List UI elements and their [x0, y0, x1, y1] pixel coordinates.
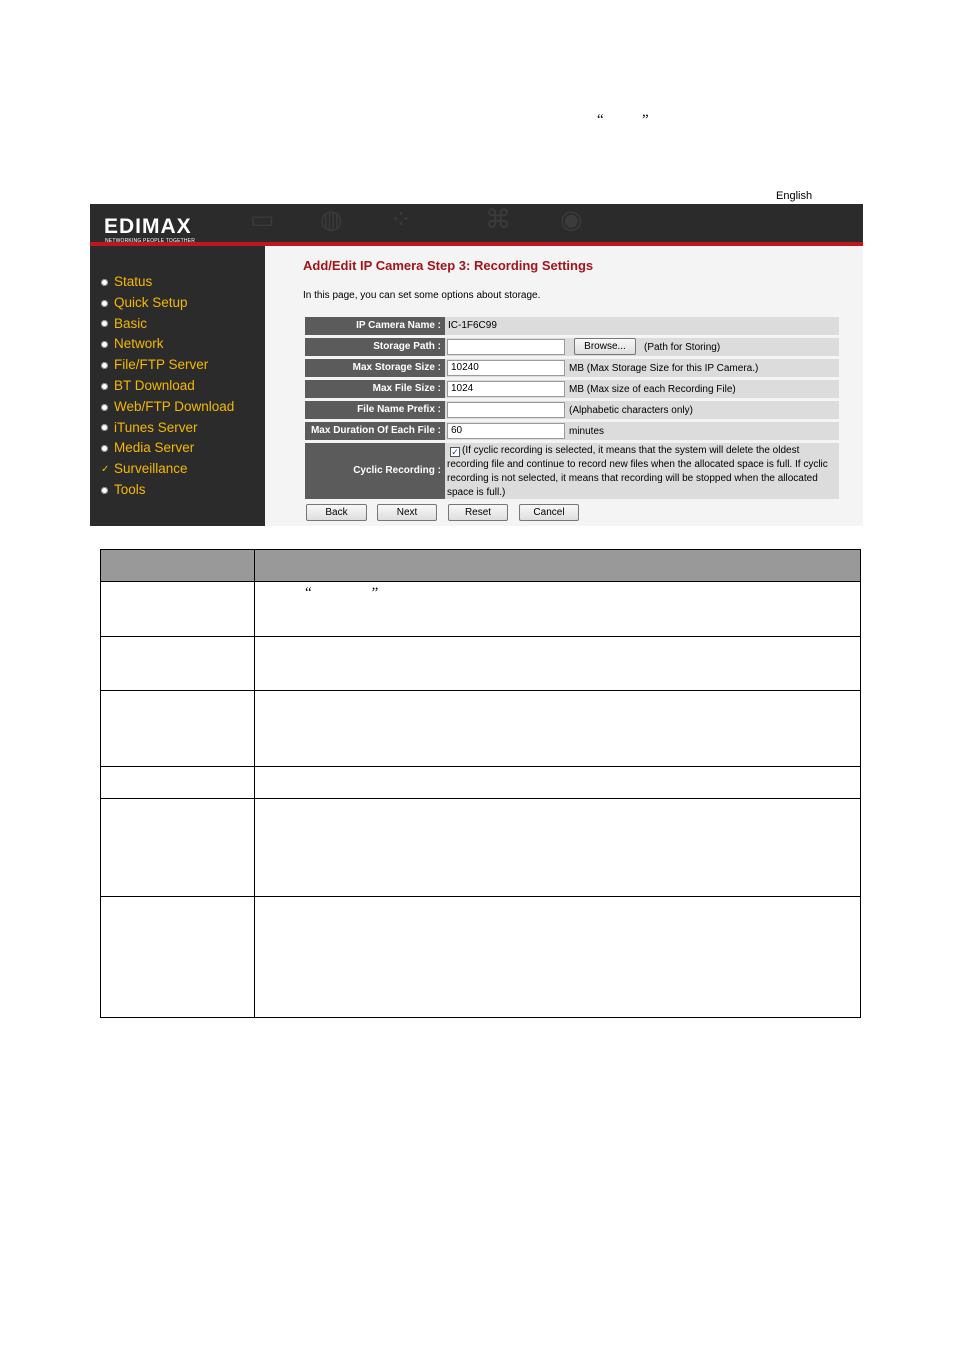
cyclic-line-4: space is full.)	[447, 487, 506, 498]
table-cell	[255, 799, 861, 897]
table-cell	[255, 691, 861, 767]
header-cell-description	[255, 550, 861, 582]
max-storage-row	[305, 359, 839, 377]
bullet-icon	[101, 362, 108, 369]
edimax-logo: EDIMAX	[104, 215, 192, 238]
cyclic-label: Cyclic Recording :	[305, 443, 445, 499]
prefix-note: (Alphabetic characters only)	[569, 405, 693, 416]
duration-label: Max Duration Of Each File :	[305, 422, 445, 440]
table-cell	[101, 691, 255, 767]
bullet-icon	[101, 279, 108, 286]
cyclic-line-2: recording file and continue to record new files when the allocated space is full. If cyclic	[447, 459, 828, 470]
sidebar-item-label: Status	[114, 274, 153, 289]
sidebar-item-label: iTunes Server	[114, 419, 198, 435]
sidebar-item-tools[interactable]	[101, 480, 234, 501]
next-button[interactable]: Next	[377, 504, 437, 521]
table-row	[101, 799, 861, 897]
cancel-button[interactable]: Cancel	[519, 504, 579, 521]
bullet-icon	[101, 320, 108, 327]
duration-row	[305, 422, 839, 440]
eye-bg-icon: ◉	[560, 204, 583, 234]
duration-note: minutes	[569, 426, 605, 437]
max-file-row	[305, 380, 839, 398]
table-header-row	[101, 550, 861, 582]
network-bg-icon: ⌘	[485, 204, 511, 234]
sidebar-item-quick-setup[interactable]	[101, 293, 234, 314]
checkmark-icon: ✓	[451, 447, 459, 457]
prefix-input[interactable]	[447, 402, 565, 418]
open-quote: “	[305, 585, 312, 601]
bullet-icon	[101, 487, 108, 494]
bullet-icon	[101, 383, 108, 390]
intro-text: In this page, you can set some options about storage.	[303, 290, 541, 301]
max-file-label: Max File Size :	[305, 380, 445, 398]
language-selector[interactable]: English	[773, 188, 863, 204]
sidebar-item-label: Web/FTP Download	[114, 398, 235, 414]
main-content	[265, 246, 863, 526]
table-cell	[101, 897, 255, 1018]
sidebar-item-label: File/FTP Server	[114, 357, 209, 373]
table-cell	[255, 767, 861, 799]
sidebar-item-status[interactable]	[101, 272, 234, 293]
storage-path-note: (Path for Storing)	[644, 342, 721, 353]
header-banner	[90, 204, 863, 242]
folder-bg-icon: ▭	[250, 204, 275, 234]
table-row	[101, 691, 861, 767]
header-cell-item	[101, 550, 255, 582]
table-cell	[101, 767, 255, 799]
sidebar-item-itunes-server[interactable]	[101, 418, 234, 439]
storage-path-row	[305, 338, 839, 356]
bullet-icon	[101, 341, 108, 348]
sidebar-item-surveillance[interactable]	[101, 459, 234, 480]
sidebar-item-label: Basic	[114, 315, 148, 331]
table-cell	[255, 897, 861, 1018]
cyclic-line-3: recording is not selected, it means that recording will be stopped when the allocated	[447, 473, 818, 484]
sidebar-item-file-ftp-server[interactable]	[101, 355, 234, 376]
table-row	[101, 897, 861, 1018]
table-cell	[101, 582, 255, 637]
table-row	[101, 637, 861, 691]
table-row	[101, 582, 861, 637]
max-storage-label: Max Storage Size :	[305, 359, 445, 377]
sidebar-item-web-ftp-download[interactable]	[101, 397, 234, 418]
storage-path-input[interactable]	[447, 339, 565, 355]
sidebar-item-label: Quick Setup	[114, 294, 188, 310]
sidebar-item-label: Network	[114, 336, 164, 352]
table-cell	[255, 637, 861, 691]
page-title: Add/Edit IP Camera Step 3: Recording Settings	[303, 258, 594, 273]
sidebar-item-label: Surveillance	[114, 461, 188, 477]
cyclic-checkbox[interactable]	[450, 447, 460, 457]
table-row	[101, 767, 861, 799]
storage-path-label: Storage Path :	[305, 338, 445, 356]
bullet-icon	[101, 445, 108, 452]
sidebar	[90, 246, 265, 526]
description-table	[100, 549, 861, 1018]
browse-button[interactable]: Browse...	[574, 338, 636, 355]
cyclic-row	[305, 443, 839, 499]
router-ui-screenshot	[90, 188, 863, 526]
sidebar-item-media-server[interactable]	[101, 438, 234, 459]
bullet-icon	[101, 300, 108, 307]
max-file-input[interactable]: 1024	[447, 381, 565, 397]
max-storage-note: MB (Max Storage Size for this IP Camera.)	[569, 363, 759, 374]
camera-name-row	[305, 317, 839, 335]
camera-bg-icon: ◍	[320, 204, 343, 234]
prefix-label: File Name Prefix :	[305, 401, 445, 419]
table-cell	[101, 799, 255, 897]
sidebar-item-label: Media Server	[114, 440, 195, 456]
logo-tagline: NETWORKING PEOPLE TOGETHER	[105, 238, 196, 242]
camera-name-label: IP Camera Name :	[305, 317, 445, 335]
open-quote: “	[597, 112, 604, 128]
duration-input[interactable]: 60	[447, 423, 565, 439]
sidebar-item-bt-download[interactable]	[101, 376, 234, 397]
sidebar-item-label: BT Download	[114, 377, 195, 393]
table-cell	[101, 637, 255, 691]
prefix-row	[305, 401, 839, 419]
bullet-icon	[101, 404, 108, 411]
apps-bg-icon: ⁘	[390, 204, 412, 234]
max-file-note: MB (Max size of each Recording File)	[569, 384, 736, 395]
cyclic-line-1: (If cyclic recording is selected, it means that the system will delete the oldest	[462, 445, 800, 456]
back-button[interactable]: Back	[306, 504, 367, 521]
close-quote: ”	[642, 112, 649, 128]
max-storage-input[interactable]: 10240	[447, 360, 565, 376]
table-cell	[255, 582, 861, 637]
check-icon: ✓	[101, 463, 110, 475]
bullet-icon	[101, 424, 108, 431]
sidebar-item-basic[interactable]	[101, 314, 234, 335]
camera-name-value: IC-1F6C99	[448, 320, 497, 331]
reset-button[interactable]: Reset	[448, 504, 508, 521]
sidebar-menu	[101, 272, 234, 501]
sidebar-item-label: Tools	[114, 481, 146, 497]
sidebar-item-network[interactable]	[101, 334, 234, 355]
close-quote: ”	[371, 585, 379, 601]
